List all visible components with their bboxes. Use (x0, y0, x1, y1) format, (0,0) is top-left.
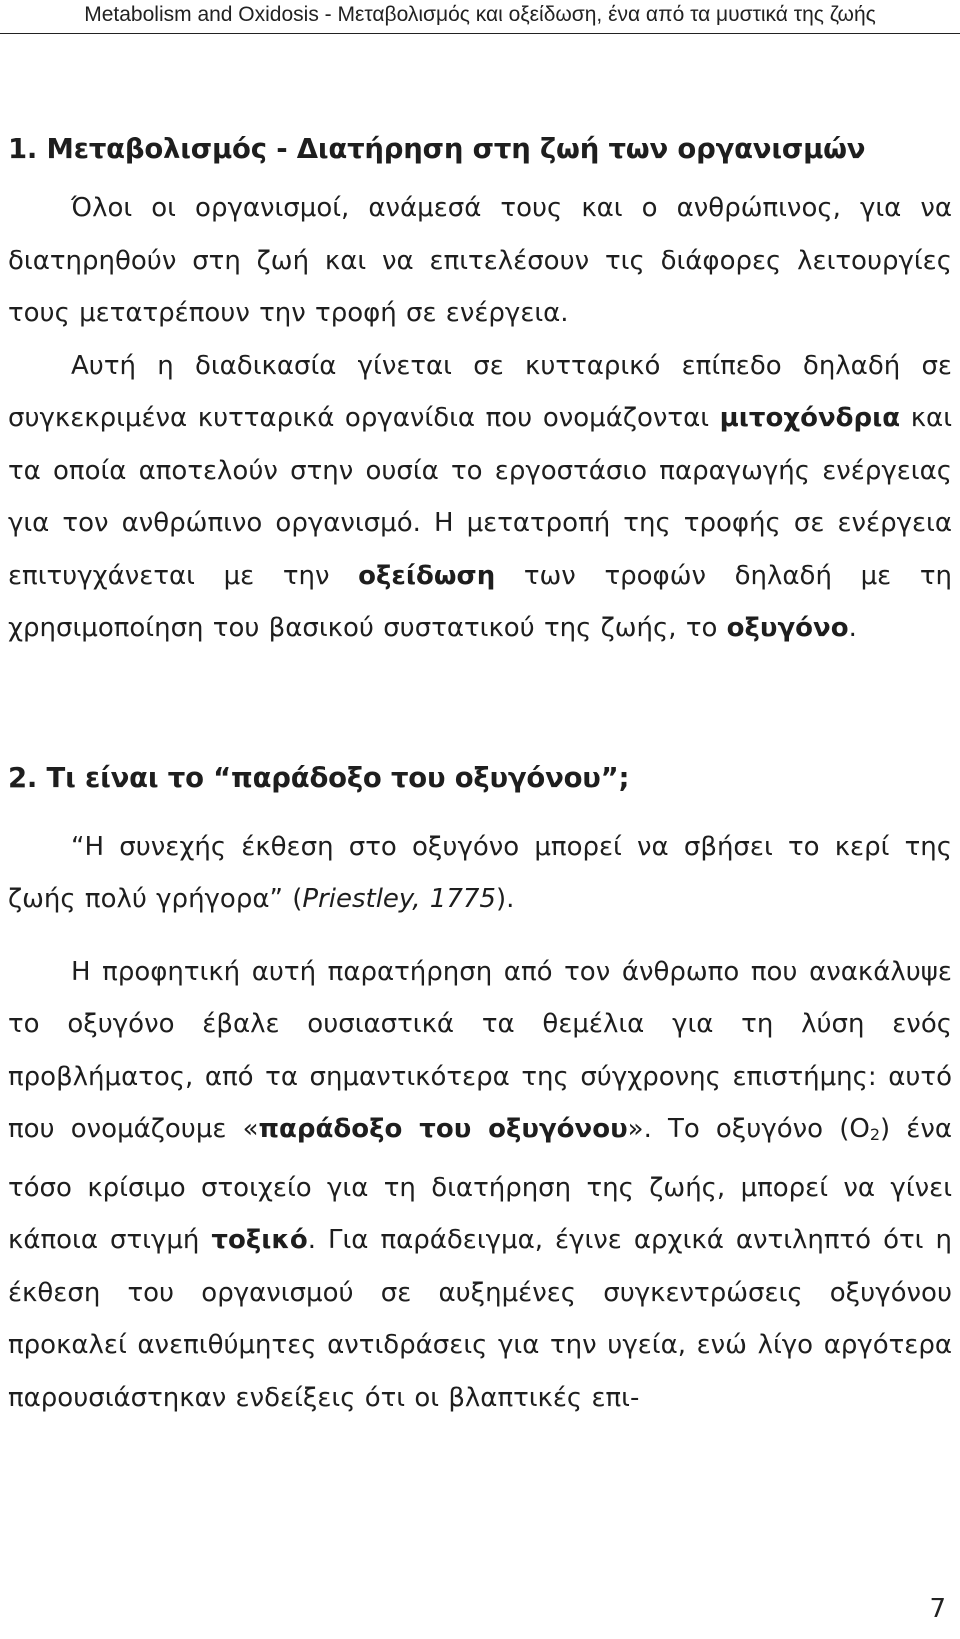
section-1-heading: 1. Μεταβολισμός - Διατήρηση στη ζωή των οργανισμών (8, 133, 866, 165)
term-mitochondria: μιτοχόνδρια (719, 403, 901, 433)
page-body (8, 130, 952, 1424)
section-2-paragraph (8, 946, 952, 1425)
term-oxygen-paradox: παράδοξο του οξυγόνου (258, 1114, 628, 1144)
text-run: ) ένα τόσο κρίσιμο στοιχείο για τη διατήρηση της ζωής, μπορεί να γίνει κάποια στιγμή (8, 1114, 952, 1255)
quote-close: ). (495, 884, 515, 914)
text-run: και τα οποία αποτελούν στην ουσία το εργοστάσιο παραγωγής ενέργειας για τον ανθρώπινο οργανισμό. Η μετατροπή της τροφής σε ενέργεια επιτυγχάνεται με την (8, 403, 952, 591)
text-run: . (848, 613, 857, 643)
page-number: 7 (929, 1594, 946, 1624)
term-oxidation: οξείδωση (358, 560, 496, 591)
text-run: Αυτή η διαδικασία γίνεται σε κυτταρικό επίπεδο δηλαδή σε συγκεκριμένα κυτταρικά οργανίδια που ονομάζονται (8, 350, 952, 433)
term-toxic: τοξικό (211, 1225, 308, 1255)
term-oxygen: οξυγόνο (726, 613, 849, 643)
section-1-paragraph-1: Όλοι οι οργανισμοί, ανάμεσά τους και ο ανθρώπινος, για να διατηρηθούν στη ζωή και να επιτελέσουν τις διάφορες λειτουργίες τους μετατρέπουν την τροφή σε ενέργεια. (8, 193, 952, 328)
running-title: Metabolism and Oxidosis - Μεταβολισμός και οξείδωση, ένα από τα μυστικά της ζωής (84, 3, 876, 26)
quote-text: “Η συνεχής έκθεση στο οξυγόνο μπορεί να σβήσει το κερί της ζωής πολύ γρήγορα” ( (8, 831, 952, 914)
o2-subscript: 2 (869, 1125, 880, 1144)
priestley-quote (8, 821, 952, 926)
quote-citation: Priestley, 1775 (302, 884, 496, 914)
text-run: Η προφητική αυτή παρατήρηση από τον άνθρωπο που ανακάλυψε το οξυγόνο έβαλε ουσιαστικά τα θεμέλια για τη λύση ενός προβλήματος, από τα σημαντικότερα της σύγχρονης επιστήμης: αυτό που ονομάζουμε « (8, 956, 952, 1144)
section-1-paragraph-2 (8, 340, 952, 655)
running-header (0, 0, 960, 34)
text-run: ». Το οξυγόνο (O (627, 1114, 870, 1144)
section-2-heading: 2. Τι είναι το “παράδοξο του οξυγόνου”; (8, 761, 630, 794)
text-run: των τροφών δηλαδή με τη χρησιμοποίηση του βασικού συστατικού της ζωής, το (8, 560, 952, 643)
text-run: . Για παράδειγμα, έγινε αρχικά αντιληπτό ότι η έκθεση του οργανισμού σε αυξημένες συγκεντρώσεις οξυγόνου προκαλεί ανεπιθύμητες αντιδράσεις για την υγεία, ενώ λίγο αργότερα παρουσιάστηκαν ενδείξεις ότι οι βλαπτικές επι- (8, 1225, 952, 1413)
